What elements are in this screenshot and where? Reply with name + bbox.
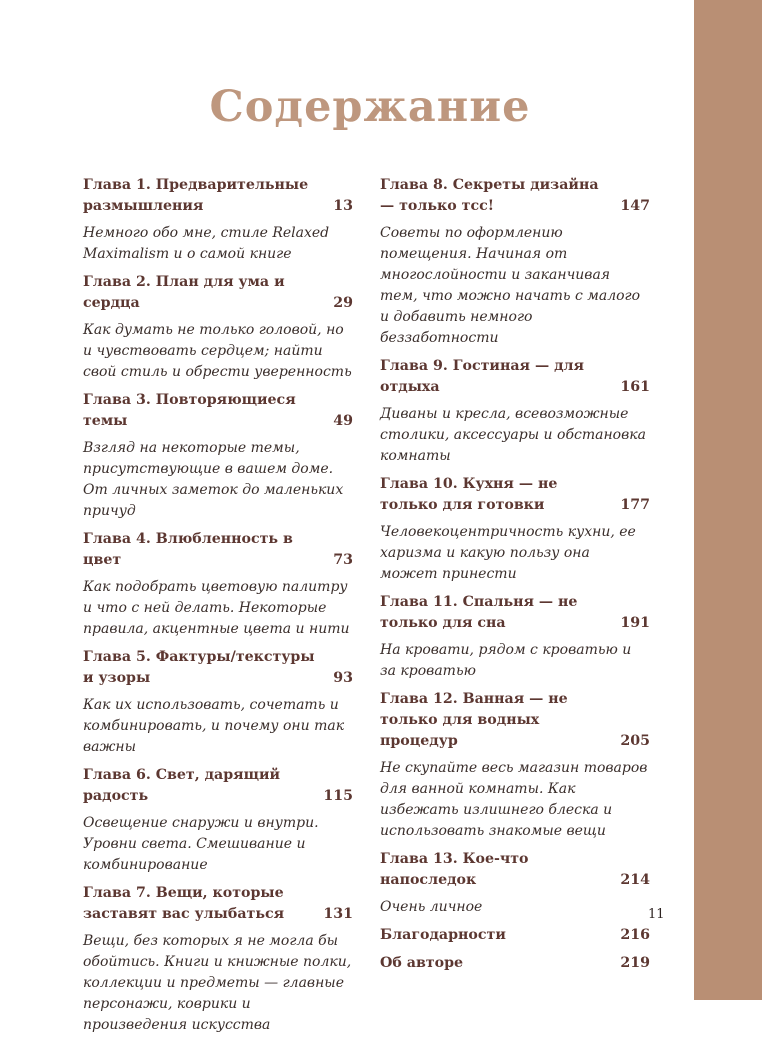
page-number: 216 [620,927,650,943]
page-number: 13 [333,198,353,214]
toc-entry[interactable] [83,646,353,758]
page-number: 191 [620,615,650,631]
chapter-description: Как их использовать, сочетать и комбинировать, и почему они так важны [83,697,345,755]
page-number: 161 [620,379,650,395]
page-folio-number: 11 [648,907,665,922]
chapter-heading: Глава 12. Ванная — не только для водных процедур [380,691,568,749]
toc-entry[interactable] [380,473,650,585]
toc-entry[interactable] [380,848,650,918]
toc-entry[interactable] [83,528,353,640]
page-number: 73 [333,552,353,568]
chapter-description: Не скупайте весь магазин товаров для ванной комнаты. Как избежать излишнего блеска и использовать знакомые вещи [380,760,648,839]
chapter-description: Диваны и кресла, всевозможные столики, аксессуары и обстановка комнаты [380,406,646,464]
toc-entry[interactable] [380,952,650,974]
chapter-heading: Глава 2. План для ума и сердца [83,274,285,311]
toc-entry[interactable] [83,174,353,265]
page-number: 115 [323,788,353,804]
toc-entry[interactable] [83,882,353,1036]
toc-entry[interactable] [380,355,650,467]
chapter-heading: Глава 6. Свет, дарящий радость [83,767,281,804]
chapter-description: Освещение снаружи и внутри. Уровни света. Смешивание и комбинирование [83,815,319,873]
page-number: 177 [620,497,650,513]
page-number: 219 [620,955,650,971]
page-number: 214 [620,872,650,888]
toc-left-column [83,174,353,1042]
toc-right-column [380,174,650,974]
toc-entry[interactable] [83,764,353,876]
side-color-band [694,0,762,1000]
page-number: 131 [323,906,353,922]
toc-entry[interactable] [380,591,650,682]
toc-entry[interactable] [83,389,353,522]
chapter-heading: Глава 7. Вещи, которые заставят вас улыбаться [83,885,285,922]
chapter-description: На кровати, рядом с кроватью и за кроватью [380,642,632,679]
chapter-heading: Глава 4. Влюбленность в цвет [83,531,293,568]
page-number: 29 [333,295,353,311]
chapter-heading: Глава 1. Предварительные размышления [83,177,309,214]
chapter-description: Немного обо мне, стиле Relaxed Maximalism и о самой книге [83,225,330,262]
page-number: 205 [620,733,650,749]
page-number: 49 [333,413,353,429]
chapter-description: Человекоцентричность кухни, ее харизма и какую пользу она может принести [380,524,636,582]
page-number: 147 [620,198,650,214]
chapter-heading: Глава 3. Повторяющиеся темы [83,392,296,429]
chapter-description: Как думать не только головой, но и чувствовать сердцем; найти свой стиль и обрести уверенность [83,322,352,380]
toc-entry[interactable] [380,924,650,946]
chapter-heading: Глава 11. Спальня — не только для сна [380,594,578,631]
chapter-heading: Глава 5. Фактуры/текстуры и узоры [83,649,315,686]
chapter-heading: Глава 10. Кухня — не только для готовки [380,476,558,513]
section-heading: Об авторе [380,955,464,971]
section-heading: Благодарности [380,927,506,943]
toc-entry[interactable] [380,174,650,349]
chapter-heading: Глава 9. Гостиная — для отдыха [380,358,585,395]
chapter-description: Вещи, без которых я не могла бы обойтись. Книги и книжные полки, коллекции и предметы — главные персонажи, коврики и произведения искусства [83,933,352,1033]
toc-entry[interactable] [380,688,650,842]
chapter-heading: Глава 13. Кое-что напоследок [380,851,529,888]
chapter-description: Взгляд на некоторые темы, присутствующие в вашем доме. От личных заметок до маленьких причуд [83,440,344,519]
chapter-description: Как подобрать цветовую палитру и что с ней делать. Некоторые правила, акцентные цвета и нити [83,579,350,637]
page-title: Содержание [209,82,531,132]
chapter-heading: Глава 8. Секреты дизайна — только тсс! [380,177,599,214]
chapter-description: Очень личное [380,899,483,915]
page-number: 93 [333,670,353,686]
toc-entry[interactable] [83,271,353,383]
chapter-description: Советы по оформлению помещения. Начиная от многослойности и заканчивая тем, что можно начать с малого и добавить немного беззаботности [380,225,641,346]
